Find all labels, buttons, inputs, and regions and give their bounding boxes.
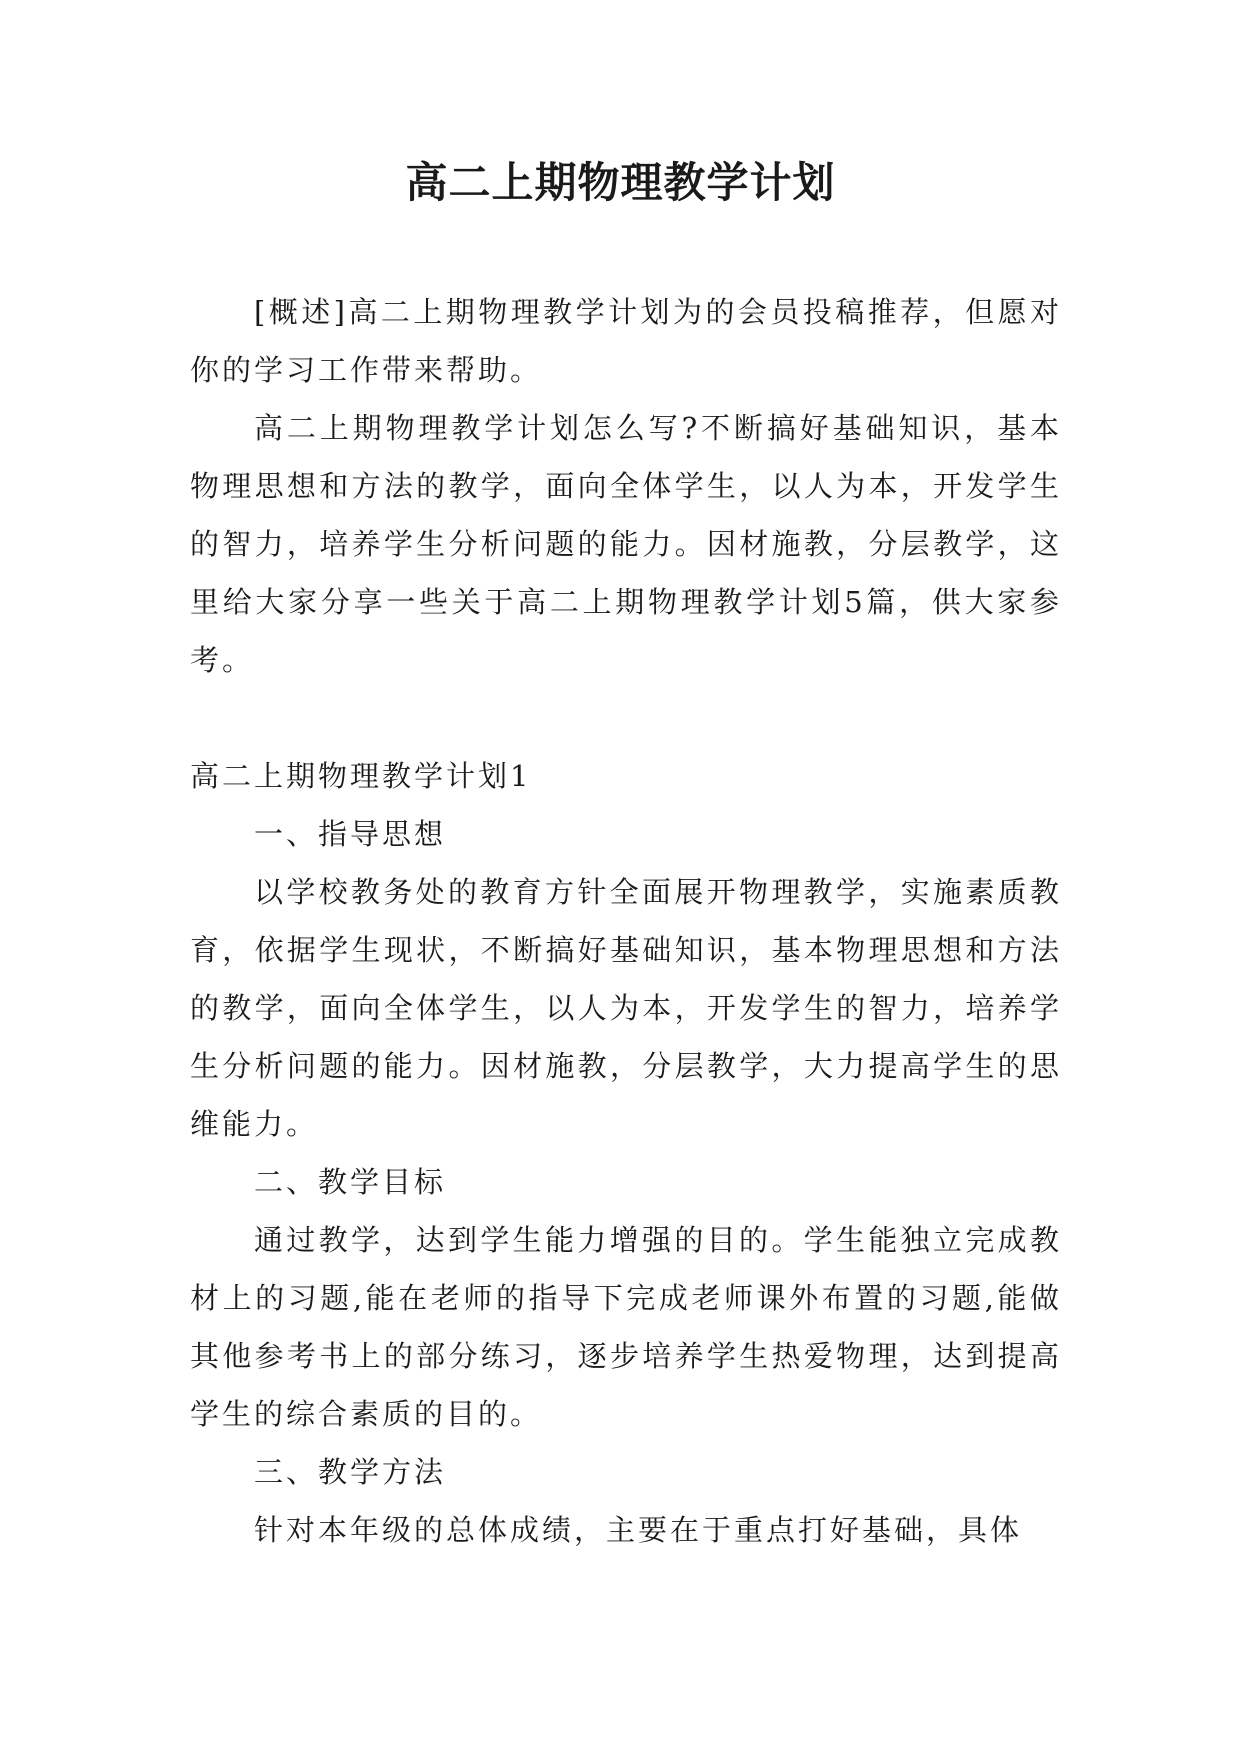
plan-section bbox=[190, 747, 1062, 1559]
document-title: 高二上期物理教学计划 bbox=[405, 158, 836, 207]
section-heading-methods: 三、教学方法 bbox=[254, 1455, 447, 1489]
intro-paragraph: [概述]高二上期物理教学计划为的会员投稿推荐，但愿对你的学习工作带来帮助。 bbox=[190, 295, 1062, 387]
intro-paragraph: 高二上期物理教学计划怎么写?不断搞好基础知识，基本物理思想和方法的教学，面向全体学生，以人为本，开发学生的智力，培养学生分析问题的能力。因材施教，分层教学，这里给大家分享一些关于高二上期物理教学计划5篇，供大家参考。 bbox=[190, 411, 1062, 677]
plan-heading: 高二上期物理教学计划1 bbox=[190, 759, 532, 793]
section-text-guiding: 以学校教务处的教育方针全面展开物理教学，实施素质教育，依据学生现状，不断搞好基础知识，基本物理思想和方法的教学，面向全体学生，以人为本，开发学生的智力，培养学生分析问题的能力。因材施教，分层教学，大力提高学生的思维能力。 bbox=[190, 875, 1062, 1141]
section-heading-guiding: 一、指导思想 bbox=[254, 817, 447, 851]
section-text-methods: 针对本年级的总体成绩，主要在于重点打好基础，具体 bbox=[254, 1513, 1023, 1547]
section-text-goals: 通过教学，达到学生能力增强的目的。学生能独立完成教材上的习题,能在老师的指导下完成老师课外布置的习题,能做其他参考书上的部分练习，逐步培养学生热爱物理，达到提高学生的综合素质的目的。 bbox=[190, 1223, 1062, 1431]
intro-block bbox=[190, 283, 1062, 689]
section-heading-goals: 二、教学目标 bbox=[254, 1165, 447, 1199]
